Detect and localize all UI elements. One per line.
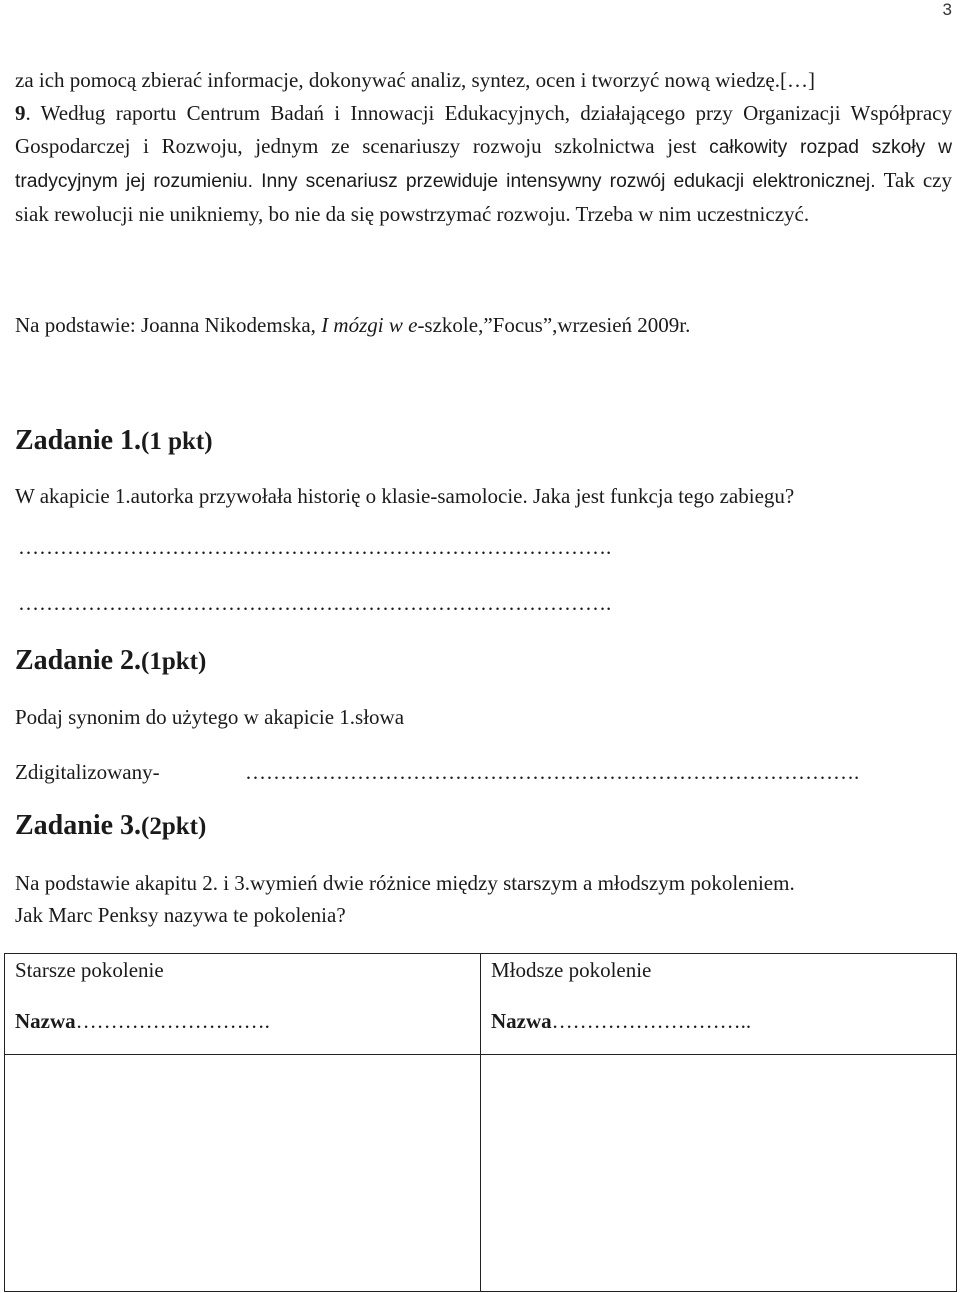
- task-1-question: W akapicie 1.autorka przywołała historię o klasie-samolocie. Jaka jest funkcja tego zabiegu?: [15, 484, 795, 508]
- task-3-heading: Zadanie 3.: [15, 810, 142, 841]
- task-3-question-2: Jak Marc Penksy nazywa te pokolenia?: [15, 903, 346, 927]
- older-generation-name: [15, 1009, 470, 1034]
- younger-name-label: Nazwa: [491, 1009, 552, 1033]
- older-name-dots: ……………………….: [75, 1009, 270, 1033]
- paragraph-number: 9: [15, 101, 26, 125]
- task-2-points: (1pkt): [141, 648, 207, 675]
- task-1-answer-line-1[interactable]: ………………………………………………………………………….: [18, 535, 612, 559]
- task-1-answer-line-2[interactable]: ………………………………………………………………………….: [18, 591, 612, 615]
- paragraph-9-part2: całkowity rozpad szkoły w tradycyjnym jej rozumieniu. Inny scenariusz przewiduje intensywny rozwój edukacji elektronicznej.: [15, 137, 952, 192]
- older-name-label: Nazwa: [15, 1009, 76, 1033]
- task-3-question: Na podstawie akapitu 2. i 3.wymień dwie różnice między starszym a młodszym pokoleniem.: [15, 871, 795, 895]
- younger-generation-answer-cell[interactable]: [481, 1055, 957, 1292]
- task-2-answer-label: Zdigitalizowany-: [15, 760, 160, 784]
- citation-prefix: Na podstawie: Joanna Nikodemska,: [15, 313, 322, 337]
- source-text: [15, 64, 952, 231]
- task-3-title: [15, 810, 206, 842]
- younger-generation-header: Młodsze pokolenie: [491, 958, 652, 982]
- paragraph-9-part1: . Według raportu Centrum Badań i Innowacji Edukacyjnych, działającego przy Organizacji Współpracy Gospodarczej i Rozwoju, jednym ze scenariuszy rozwoju szkolnictwa jest: [15, 101, 952, 158]
- citation: [15, 313, 690, 338]
- task-2-answer-dots[interactable]: …………………………………………………………………………….: [245, 760, 860, 784]
- page-number: 3: [942, 0, 952, 19]
- task-3-points: (2pkt): [141, 813, 207, 840]
- paragraph-9-part3: Tak czy siak rewolucji nie unikniemy, bo nie da się powstrzymać rozwoju. Trzeba w nim uczestniczyć.: [15, 168, 952, 226]
- older-generation-cell[interactable]: [5, 954, 481, 1055]
- table-answer-row: [5, 1055, 957, 1292]
- paragraph-9: [15, 97, 952, 231]
- citation-title: I mózgi w e: [321, 313, 418, 337]
- citation-suffix: -szkole,”Focus”,wrzesień 2009r.: [417, 313, 691, 337]
- generations-table: [4, 953, 957, 1292]
- older-generation-answer-cell[interactable]: [5, 1055, 481, 1292]
- task-2-heading: Zadanie 2.: [15, 645, 142, 676]
- task-2-question: Podaj synonim do użytego w akapicie 1.słowa: [15, 705, 405, 729]
- younger-name-dots: ………………………..: [551, 1009, 752, 1033]
- younger-generation-cell[interactable]: [481, 954, 957, 1055]
- task-1-title: [15, 425, 213, 457]
- paragraph-continuation: za ich pomocą zbierać informacje, dokonywać analiz, syntez, ocen i tworzyć nową wiedzę.[…]: [15, 68, 815, 92]
- table-header-row: [5, 954, 957, 1055]
- task-1-points: (1 pkt): [141, 428, 213, 455]
- task-1-heading: Zadanie 1.: [15, 425, 142, 456]
- older-generation-header: Starsze pokolenie: [15, 958, 164, 982]
- younger-generation-name: [491, 1009, 946, 1034]
- task-2-title: [15, 645, 206, 677]
